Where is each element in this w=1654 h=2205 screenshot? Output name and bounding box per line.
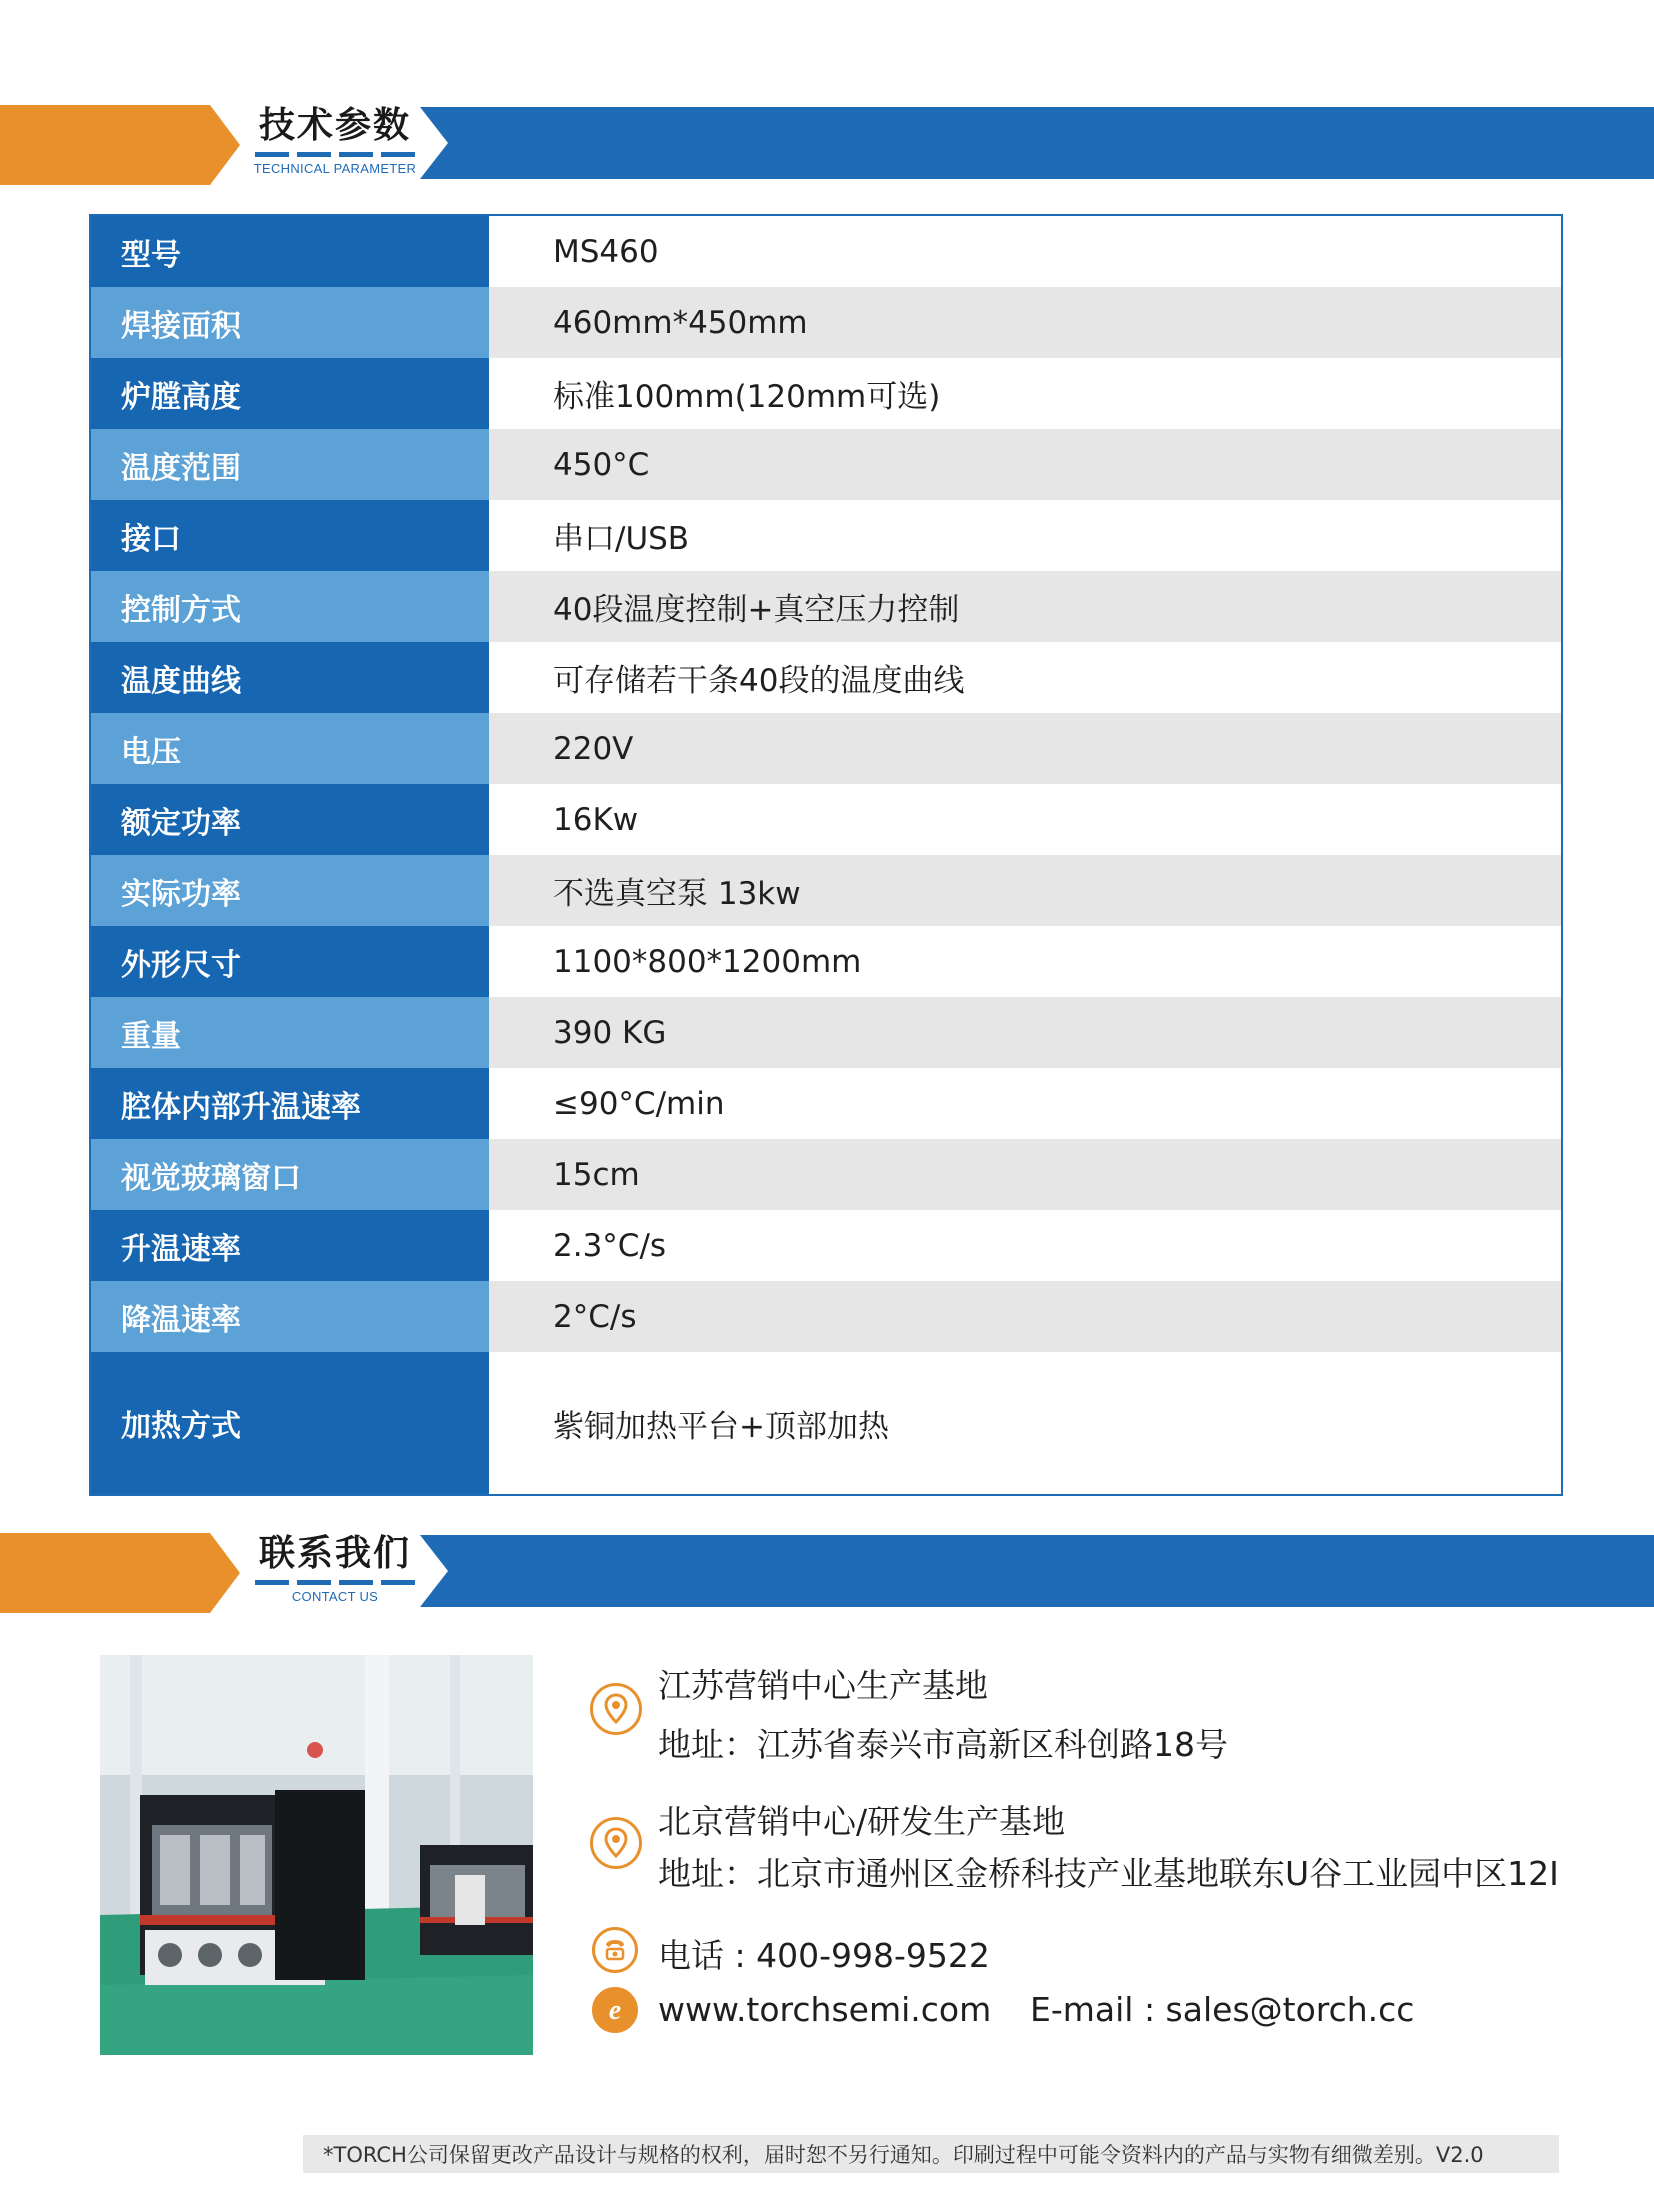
spec-label: 接口 xyxy=(91,500,489,571)
spec-label: 降温速率 xyxy=(91,1281,489,1352)
spec-label: 型号 xyxy=(91,216,489,287)
footer-disclaimer: *TORCH公司保留更改产品设计与规格的权利，届时恕不另行通知。印刷过程中可能令资料内的产品与实物有细微差别。V2.0 xyxy=(303,2135,1559,2173)
spec-row xyxy=(91,429,1561,500)
spec-value: 15cm xyxy=(489,1139,1561,1210)
spec-label: 温度曲线 xyxy=(91,642,489,713)
spec-value: MS460 xyxy=(489,216,1561,287)
spec-value: ≤90°C/min xyxy=(489,1068,1561,1139)
spec-row xyxy=(91,216,1561,287)
spec-row xyxy=(91,784,1561,855)
spec-label: 加热方式 xyxy=(91,1352,489,1494)
spec-row xyxy=(91,500,1561,571)
spec-label: 额定功率 xyxy=(91,784,489,855)
phone-number[interactable]: 电话 : 400-998-9522 xyxy=(658,1936,990,1975)
location-pin-icon xyxy=(590,1817,642,1869)
spec-row xyxy=(91,287,1561,358)
spec-value: 1100*800*1200mm xyxy=(489,926,1561,997)
spec-row xyxy=(91,358,1561,429)
svg-text:e: e xyxy=(608,1995,622,2026)
spec-row xyxy=(91,1281,1561,1352)
contact-section-heading xyxy=(250,1525,420,1604)
beijing-address: 地址：北京市通州区金桥科技产业基地联东U谷工业园中区12I xyxy=(658,1854,1559,1893)
spec-label: 升温速率 xyxy=(91,1210,489,1281)
spec-row xyxy=(91,571,1561,642)
section-title: 联系我们 xyxy=(258,1533,411,1574)
spec-row xyxy=(91,855,1561,926)
spec-row xyxy=(91,1210,1561,1281)
title-underline-dashes xyxy=(255,152,415,157)
section-subtitle: TECHNICAL PARAMETER xyxy=(253,161,417,176)
spec-value: 460mm*450mm xyxy=(489,287,1561,358)
tech-section-banner xyxy=(0,105,1654,185)
spec-row xyxy=(91,1068,1561,1139)
spec-row xyxy=(91,1352,1561,1494)
spec-label: 电压 xyxy=(91,713,489,784)
spec-label: 焊接面积 xyxy=(91,287,489,358)
banner-orange-arrow xyxy=(0,105,240,185)
spec-value: 不选真空泵 13kw xyxy=(489,855,1561,926)
spec-value: 串口/USB xyxy=(489,500,1561,571)
spec-label: 控制方式 xyxy=(91,571,489,642)
spec-row xyxy=(91,926,1561,997)
spec-value: 16Kw xyxy=(489,784,1561,855)
website-link[interactable]: www.torchsemi.com xyxy=(658,1990,992,2029)
spec-label: 腔体内部升温速率 xyxy=(91,1068,489,1139)
email-link[interactable]: E-mail : sales@torch.cc xyxy=(1030,1990,1415,2029)
spec-label: 温度范围 xyxy=(91,429,489,500)
spec-value: 紫铜加热平台+顶部加热 xyxy=(489,1352,1561,1494)
location-pin-icon xyxy=(590,1683,642,1735)
banner-blue-bar xyxy=(420,1535,1654,1607)
spec-value: 标准100mm(120mm可选) xyxy=(489,358,1561,429)
contact-section-banner xyxy=(0,1533,1654,1613)
spec-label: 重量 xyxy=(91,997,489,1068)
title-underline-dashes xyxy=(255,1580,415,1585)
section-subtitle: CONTACT US xyxy=(291,1589,379,1604)
spec-table xyxy=(89,214,1563,1496)
web-e-icon xyxy=(592,1987,638,2033)
spec-row xyxy=(91,713,1561,784)
banner-blue-bar xyxy=(420,107,1654,179)
spec-row xyxy=(91,997,1561,1068)
spec-row xyxy=(91,1139,1561,1210)
spec-label: 外形尺寸 xyxy=(91,926,489,997)
phone-icon xyxy=(592,1927,638,1973)
spec-value: 390 KG xyxy=(489,997,1561,1068)
spec-label: 实际功率 xyxy=(91,855,489,926)
spec-label: 视觉玻璃窗口 xyxy=(91,1139,489,1210)
beijing-center-name: 北京营销中心/研发生产基地 xyxy=(658,1802,1066,1841)
spec-value: 2°C/s xyxy=(489,1281,1561,1352)
spec-value: 450°C xyxy=(489,429,1561,500)
section-title: 技术参数 xyxy=(258,105,411,146)
spec-value: 可存储若干条40段的温度曲线 xyxy=(489,642,1561,713)
spec-label: 炉膛高度 xyxy=(91,358,489,429)
spec-value: 220V xyxy=(489,713,1561,784)
tech-section-heading xyxy=(250,97,420,176)
banner-orange-arrow xyxy=(0,1533,240,1613)
jiangsu-center-name: 江苏营销中心生产基地 xyxy=(658,1666,988,1705)
spec-value: 40段温度控制+真空压力控制 xyxy=(489,571,1561,642)
spec-row xyxy=(91,642,1561,713)
jiangsu-address: 地址：江苏省泰兴市高新区科创路18号 xyxy=(658,1725,1228,1764)
factory-photo xyxy=(100,1655,533,2055)
spec-value: 2.3°C/s xyxy=(489,1210,1561,1281)
